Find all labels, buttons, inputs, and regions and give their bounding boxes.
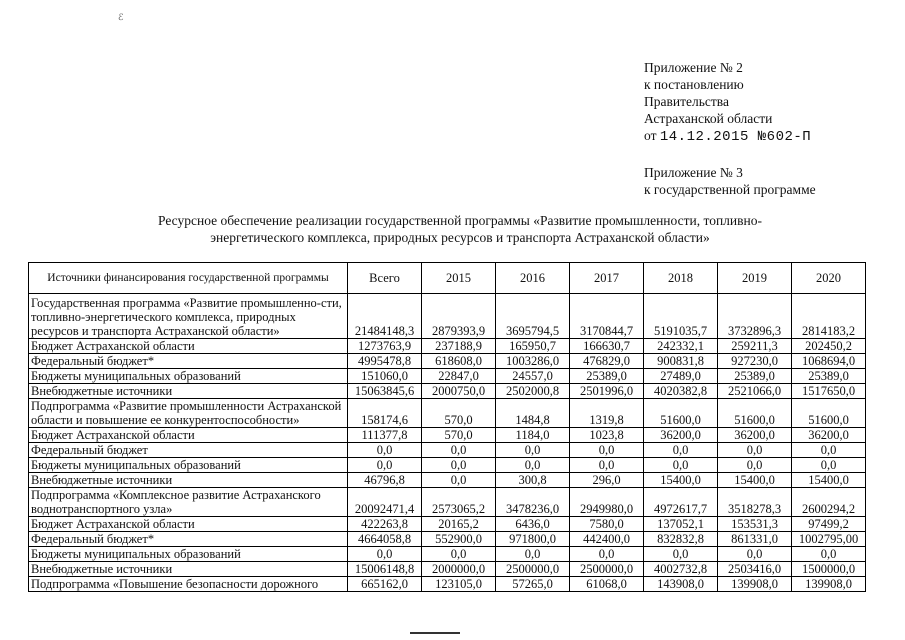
row-value-cell: 5191035,7	[644, 294, 718, 339]
row-source-label: Бюджет Астраханской области	[29, 517, 348, 532]
row-source-label: Внебюджетные источники	[29, 473, 348, 488]
row-source-label: Государственная программа «Развитие промышленно-сти, топливно-энергетического комплекса, природных ресурсов и транспорта Астраханской области»	[29, 294, 348, 339]
row-value-cell: 1484,8	[496, 399, 570, 428]
table-row	[29, 354, 866, 369]
row-value-cell: 4664058,8	[348, 532, 422, 547]
row-value-cell: 0,0	[792, 458, 866, 473]
row-value-cell: 22847,0	[422, 369, 496, 384]
appendix-2-block	[644, 59, 811, 146]
row-value-cell: 165950,7	[496, 339, 570, 354]
row-value-cell: 900831,8	[644, 354, 718, 369]
row-value-cell: 0,0	[496, 547, 570, 562]
row-value-cell: 151060,0	[348, 369, 422, 384]
title-line-1: Ресурсное обеспечение реализации государственной программы «Развитие промышленности, топливно-	[158, 213, 762, 228]
row-value-cell: 111377,8	[348, 428, 422, 443]
row-value-cell: 36200,0	[644, 428, 718, 443]
row-value-cell: 237188,9	[422, 339, 496, 354]
row-value-cell: 4995478,8	[348, 354, 422, 369]
row-value-cell: 15400,0	[644, 473, 718, 488]
appendix-2-line: Астраханской области	[644, 111, 773, 126]
row-value-cell: 422263,8	[348, 517, 422, 532]
row-value-cell: 0,0	[718, 547, 792, 562]
row-value-cell: 0,0	[792, 547, 866, 562]
row-value-cell: 4020382,8	[644, 384, 718, 399]
row-value-cell: 15400,0	[792, 473, 866, 488]
row-value-cell: 570,0	[422, 428, 496, 443]
table-row	[29, 339, 866, 354]
row-value-cell: 2600294,2	[792, 488, 866, 517]
row-value-cell: 15400,0	[718, 473, 792, 488]
row-value-cell: 143908,0	[644, 577, 718, 592]
row-value-cell: 51600,0	[718, 399, 792, 428]
row-value-cell: 0,0	[422, 458, 496, 473]
row-value-cell: 971800,0	[496, 532, 570, 547]
row-value-cell: 0,0	[718, 458, 792, 473]
row-source-label: Подпрограмма «Комплексное развитие Астраханского воднотранспортного узла»	[29, 488, 348, 517]
page-bottom-mark	[410, 632, 460, 637]
row-source-label: Внебюджетные источники	[29, 384, 348, 399]
row-value-cell: 1068694,0	[792, 354, 866, 369]
row-value-cell: 7580,0	[570, 517, 644, 532]
row-value-cell: 259211,3	[718, 339, 792, 354]
row-value-cell: 2521066,0	[718, 384, 792, 399]
row-value-cell: 2000000,0	[422, 562, 496, 577]
row-value-cell: 0,0	[348, 547, 422, 562]
row-value-cell: 202450,2	[792, 339, 866, 354]
row-value-cell: 2501996,0	[570, 384, 644, 399]
date-prefix: от	[644, 128, 657, 143]
row-value-cell: 0,0	[496, 458, 570, 473]
table-row	[29, 473, 866, 488]
row-value-cell: 20165,2	[422, 517, 496, 532]
row-source-label: Федеральный бюджет*	[29, 354, 348, 369]
row-value-cell: 51600,0	[792, 399, 866, 428]
row-value-cell: 3478236,0	[496, 488, 570, 517]
row-value-cell: 476829,0	[570, 354, 644, 369]
row-value-cell: 832832,8	[644, 532, 718, 547]
appendix-2-line: Правительства	[644, 94, 729, 109]
row-value-cell: 1003286,0	[496, 354, 570, 369]
row-value-cell: 3170844,7	[570, 294, 644, 339]
row-value-cell: 15063845,6	[348, 384, 422, 399]
row-value-cell: 0,0	[792, 443, 866, 458]
row-source-label: Бюджеты муниципальных образований	[29, 369, 348, 384]
row-value-cell: 0,0	[570, 443, 644, 458]
table-row	[29, 532, 866, 547]
table-row	[29, 294, 866, 339]
row-value-cell: 24557,0	[496, 369, 570, 384]
row-value-cell: 3518278,3	[718, 488, 792, 517]
row-value-cell: 36200,0	[792, 428, 866, 443]
row-value-cell: 1517650,0	[792, 384, 866, 399]
row-value-cell: 1273763,9	[348, 339, 422, 354]
row-value-cell: 27489,0	[644, 369, 718, 384]
row-value-cell: 0,0	[348, 458, 422, 473]
row-value-cell: 2000750,0	[422, 384, 496, 399]
date-value: 14.12.2015 №602-П	[659, 129, 812, 145]
row-value-cell: 2500000,0	[496, 562, 570, 577]
row-source-label: Бюджет Астраханской области	[29, 428, 348, 443]
row-value-cell: 2503416,0	[718, 562, 792, 577]
row-value-cell: 0,0	[422, 443, 496, 458]
row-value-cell: 0,0	[644, 458, 718, 473]
row-value-cell: 665162,0	[348, 577, 422, 592]
header-year: 2018	[644, 263, 718, 294]
table-row	[29, 547, 866, 562]
appendix-3-line: к государственной программе	[644, 182, 816, 197]
row-source-label: Федеральный бюджет*	[29, 532, 348, 547]
row-value-cell: 51600,0	[644, 399, 718, 428]
row-value-cell: 1319,8	[570, 399, 644, 428]
row-value-cell: 61068,0	[570, 577, 644, 592]
row-source-label: Подпрограмма «Развитие промышленности Астраханской области и повышение ее конкурентоспособности»	[29, 399, 348, 428]
document-title	[60, 212, 860, 246]
row-value-cell: 0,0	[422, 547, 496, 562]
table-row	[29, 488, 866, 517]
row-value-cell: 153531,3	[718, 517, 792, 532]
top-mark: ℰ	[118, 12, 124, 22]
row-value-cell: 137052,1	[644, 517, 718, 532]
row-value-cell: 300,8	[496, 473, 570, 488]
row-value-cell: 158174,6	[348, 399, 422, 428]
header-year: 2020	[792, 263, 866, 294]
table-row	[29, 428, 866, 443]
row-value-cell: 3732896,3	[718, 294, 792, 339]
row-value-cell: 0,0	[718, 443, 792, 458]
row-value-cell: 2949980,0	[570, 488, 644, 517]
header-year: 2017	[570, 263, 644, 294]
header-year: 2019	[718, 263, 792, 294]
header-year: 2015	[422, 263, 496, 294]
row-value-cell: 123105,0	[422, 577, 496, 592]
row-value-cell: 4002732,8	[644, 562, 718, 577]
appendix-3-block	[644, 164, 816, 198]
row-value-cell: 242332,1	[644, 339, 718, 354]
table-row	[29, 458, 866, 473]
table-row	[29, 517, 866, 532]
row-value-cell: 2502000,8	[496, 384, 570, 399]
row-value-cell: 861331,0	[718, 532, 792, 547]
row-source-label: Бюджеты муниципальных образований	[29, 458, 348, 473]
row-source-label: Бюджеты муниципальных образований	[29, 547, 348, 562]
title-line-2: энергетического комплекса, природных ресурсов и транспорта Астраханской области»	[210, 230, 710, 245]
row-value-cell: 15006148,8	[348, 562, 422, 577]
row-value-cell: 25389,0	[570, 369, 644, 384]
row-value-cell: 139908,0	[718, 577, 792, 592]
appendix-3-line: Приложение № 3	[644, 165, 743, 180]
header-total: Всего	[348, 263, 422, 294]
row-value-cell: 139908,0	[792, 577, 866, 592]
row-value-cell: 0,0	[348, 443, 422, 458]
row-value-cell: 0,0	[422, 473, 496, 488]
row-value-cell: 21484148,3	[348, 294, 422, 339]
row-value-cell: 2500000,0	[570, 562, 644, 577]
row-source-label: Федеральный бюджет	[29, 443, 348, 458]
row-value-cell: 0,0	[644, 443, 718, 458]
row-value-cell: 0,0	[570, 547, 644, 562]
row-value-cell: 442400,0	[570, 532, 644, 547]
row-value-cell: 57265,0	[496, 577, 570, 592]
appendix-2-date-line	[644, 127, 811, 146]
table-row	[29, 384, 866, 399]
row-value-cell: 20092471,4	[348, 488, 422, 517]
table-row	[29, 369, 866, 384]
row-value-cell: 552900,0	[422, 532, 496, 547]
row-value-cell: 570,0	[422, 399, 496, 428]
header-year: 2016	[496, 263, 570, 294]
row-value-cell: 1023,8	[570, 428, 644, 443]
table-row	[29, 577, 866, 592]
row-value-cell: 618608,0	[422, 354, 496, 369]
header-source: Источники финансирования государственной программы	[29, 263, 348, 294]
row-source-label: Подпрограмма «Повышение безопасности дорожного	[29, 577, 348, 592]
row-value-cell: 6436,0	[496, 517, 570, 532]
table-header-row	[29, 263, 866, 294]
row-source-label: Бюджет Астраханской области	[29, 339, 348, 354]
row-value-cell: 97499,2	[792, 517, 866, 532]
row-value-cell: 2573065,2	[422, 488, 496, 517]
table-row	[29, 443, 866, 458]
row-value-cell: 0,0	[570, 458, 644, 473]
row-value-cell: 0,0	[496, 443, 570, 458]
row-value-cell: 296,0	[570, 473, 644, 488]
row-value-cell: 25389,0	[792, 369, 866, 384]
appendix-2-line: к постановлению	[644, 77, 744, 92]
table-row	[29, 562, 866, 577]
row-value-cell: 2879393,9	[422, 294, 496, 339]
row-source-label: Внебюджетные источники	[29, 562, 348, 577]
row-value-cell: 0,0	[644, 547, 718, 562]
row-value-cell: 3695794,5	[496, 294, 570, 339]
row-value-cell: 927230,0	[718, 354, 792, 369]
row-value-cell: 1184,0	[496, 428, 570, 443]
row-value-cell: 1002795,00	[792, 532, 866, 547]
funding-table	[28, 262, 866, 592]
row-value-cell: 1500000,0	[792, 562, 866, 577]
table-row	[29, 399, 866, 428]
appendix-2-line: Приложение № 2	[644, 60, 743, 75]
row-value-cell: 2814183,2	[792, 294, 866, 339]
row-value-cell: 46796,8	[348, 473, 422, 488]
row-value-cell: 25389,0	[718, 369, 792, 384]
row-value-cell: 36200,0	[718, 428, 792, 443]
row-value-cell: 166630,7	[570, 339, 644, 354]
row-value-cell: 4972617,7	[644, 488, 718, 517]
